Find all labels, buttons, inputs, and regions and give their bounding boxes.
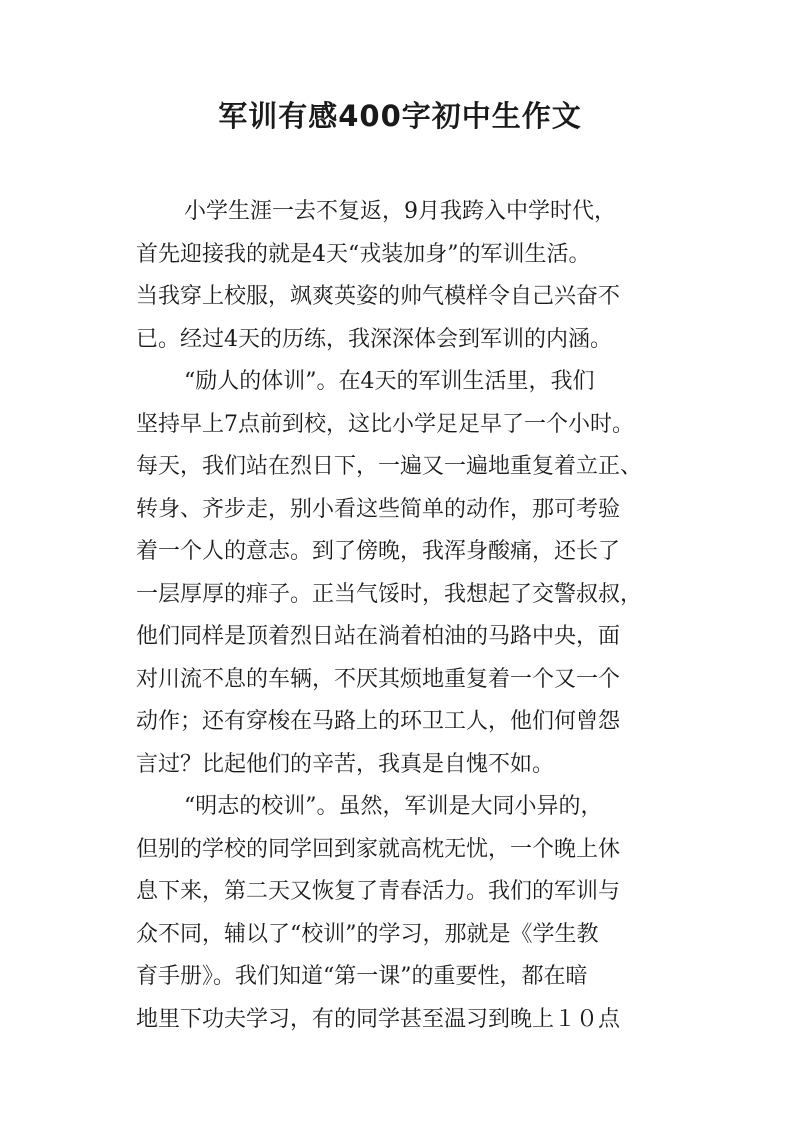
text-line: 他们同样是顶着烈日站在淌着柏油的马路中央，面 [136,624,621,649]
text-line: 着一个人的意志。到了傍晚，我浑身酸痛，还长了 [136,539,621,564]
document-title: 军训有感400字初中生作文 [218,99,582,133]
text-line: 动作；还有穿梭在马路上的环卫工人，他们何曾怨 [136,709,621,734]
text-line: 转身、齐步走，别小看这些简单的动作，那可考验 [136,496,621,522]
text-line: 坚持早上7点前到校，这比小学足足早了一个小时。 [136,411,634,437]
text-line: 言过？比起他们的辛苦，我真是自愧不如。 [136,751,555,777]
text-line: 每天，我们站在烈日下，一遍又一遍地重复着立正、 [136,454,643,479]
text-line: 当我穿上校服，飒爽英姿的帅气模样令自己兴奋不 [136,284,621,309]
essay-body [136,191,696,1041]
text-line: 小学生涯一去不复返，9月我跨入中学时代， [184,199,616,224]
text-line: 对川流不息的车辆，不厌其烦地重复着一个又一个 [136,666,621,692]
text-line: 一层厚厚的痱子。正当气馁时，我想起了交警叔叔， [136,581,643,607]
text-line: 育手册》。我们知道“第一课”的重要性，都在暗 [136,964,588,989]
text-line: 但别的学校的同学回到家就高枕无忧，一个晚上休 [136,836,621,862]
text-line: 众不同，辅以了“校训”的学习，那就是《学生教 [136,921,599,947]
text-line: “励人的体训”。在4天的军训生活里，我们 [184,369,595,394]
text-line: 地里下功夫学习，有的同学甚至温习到晚上１０点 [136,1006,621,1032]
text-line: “明志的校训”。虽然，军训是大同小异的， [184,794,603,819]
text-line: 已。经过4天的历练，我深深体会到军训的内涵。 [136,326,612,352]
text-line: 息下来，第二天又恢复了青春活力。我们的军训与 [136,879,621,904]
text-line: 首先迎接我的就是4天“戎装加身”的军训生活。 [136,241,591,267]
